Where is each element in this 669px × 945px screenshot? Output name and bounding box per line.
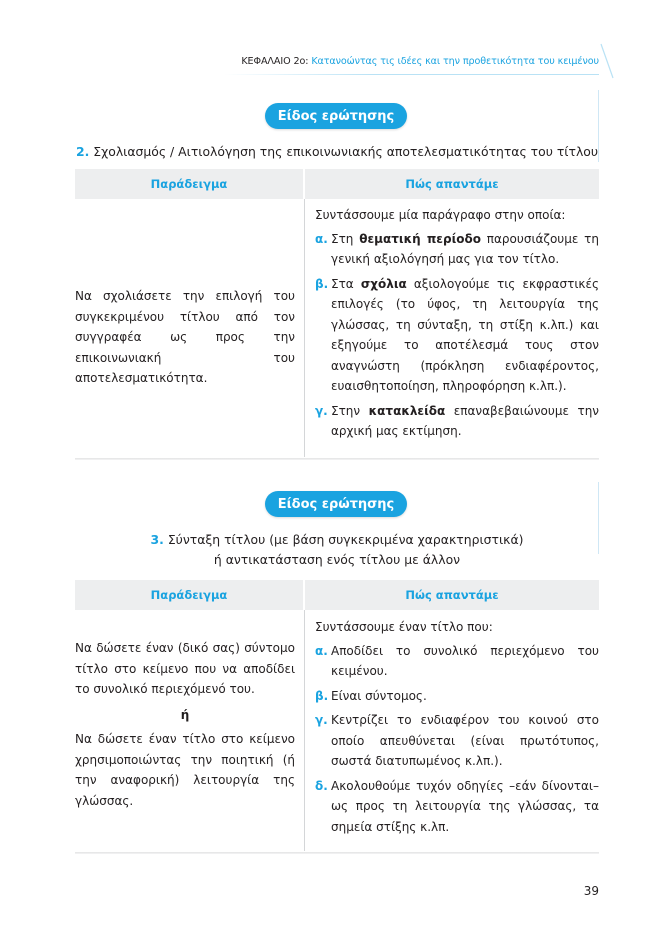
bold-term: θεματική περίοδο [359,231,481,246]
question-type-pill: Είδος ερώτησης [265,491,407,517]
table-header [75,169,599,199]
answer-table [75,169,599,461]
answer-table [75,580,599,855]
question-title [75,142,599,162]
list-item: γ. Στην κατακλείδα επαναβεβαιώνουμε την αρχική μας εκτίμηση. [315,401,599,442]
list-marker: α. [315,643,328,658]
question-number: 3. [150,532,164,547]
list-item: β. Στα σχόλια αξιολογούμε τις εκφραστικές επιλογές (το ύφος, τη λειτουργία της γλώσσας, τη σύνταξη, τη στίξη κ.λπ.) και εξηγούμε το αποτέλεσμά τους στον αναγνώστη (πρόκληση ενδιαφέροντος, ευαισθητοποίηση, πληροφόρηση κ.λπ.). [315,274,599,397]
list-marker: γ. [315,713,328,727]
example-paragraph: Να σχολιάσετε την επιλογή του συγκεκριμένου τίτλου από τον συγγραφέα ως προς την επικοινωνιακή του αποτελεσματικότητα. [75,289,295,385]
example-paragraph: Να δώσετε έναν τίτλο στο κείμενο χρησιμοποιώντας την ποιητική (ή την αναφορική) λειτουργία της γλώσσας. [75,732,295,808]
chapter-subtitle: Κατανοώντας τις ιδέες και την προθετικότητα του κειμένου [311,56,599,67]
table-header [75,580,599,610]
list-marker: β. [315,276,329,291]
question-type-pill: Είδος ερώτησης [265,103,407,129]
column-divider [304,610,305,851]
list-item: α. Αποδίδει το συνολικό περιεχόμενο του κειμένου. [315,641,599,682]
column-header-example: Παράδειγμα [75,580,303,610]
how-to-answer [315,205,599,446]
question-title-text: Σύνταξη τίτλου (με βάση συγκεκριμένα χαρακτηριστικά) [167,532,524,547]
column-header-how: Πώς απαντάμε [305,169,599,199]
header-rule [224,74,599,75]
header-corner-decoration [599,42,629,82]
example-text [75,638,295,811]
question-title-line2: ή αντικατάσταση ενός τίτλου με άλλον [213,552,461,567]
table-bottom-rule [75,458,599,460]
column-header-how: Πώς απαντάμε [305,580,599,610]
running-header [0,54,669,74]
question-title-text: Σχολιασμός / Αιτιολόγηση της επικοινωνιακής αποτελεσματικότητας του τίτλου [93,144,599,159]
bold-term: σχόλια [360,276,407,291]
how-intro: Συντάσσουμε έναν τίτλο που: [315,620,493,634]
or-separator: ή [180,707,190,722]
list-marker: δ. [315,778,328,793]
list-item: α. Στη θεματική περίοδο παρουσιάζουμε τη γενική αξιολόγησή μας για τον τίτλο. [315,229,599,270]
page-number: 39 [583,884,599,898]
question-number: 2. [75,144,90,159]
question-title [75,530,599,570]
table-bottom-rule [75,852,599,854]
example-paragraph: Να δώσετε έναν (δικό σας) σύντομο τίτλο στο κείμενο που να αποδίδει το συνολικό περιεχόμενό του. [75,641,295,696]
list-item: β. Είναι σύντομος. [315,686,599,707]
example-text [75,286,295,389]
how-intro: Συντάσσουμε μία παράγραφο στην οποία: [315,208,566,222]
chapter-label: ΚΕΦΑΛΑΙΟ 2ο: [241,56,309,67]
list-marker: β. [315,688,329,703]
column-header-example: Παράδειγμα [75,169,303,199]
list-marker: γ. [315,403,328,418]
how-to-answer [315,617,599,841]
column-divider [304,199,305,457]
bold-term: κατακλείδα [368,403,446,418]
list-item: δ. Ακολουθούμε τυχόν οδηγίες –εάν δίνονται– ως προς τη λειτουργία της γλώσσας, τα σημεία στίξης κ.λπ. [315,776,599,838]
list-marker: α. [315,231,328,246]
list-item: γ. Κεντρίζει το ενδιαφέρον του κοινού στο οποίο απευθύνεται (είναι πρωτότυπος, σωστά διατυπωμένος κ.λπ.). [315,710,599,772]
